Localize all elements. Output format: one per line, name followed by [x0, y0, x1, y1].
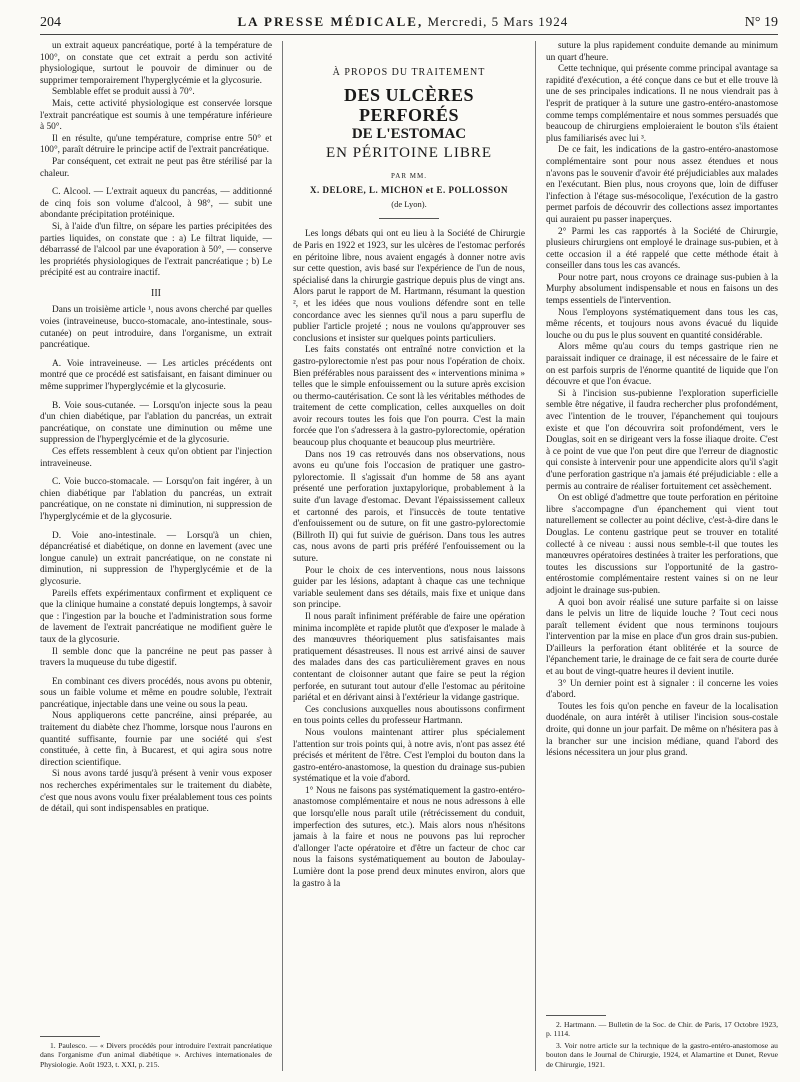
column-divider [535, 41, 536, 1071]
running-header [40, 14, 778, 35]
paragraph: C. Alcool. — L'extrait aqueux du pancréas, — additionné de cinq fois son volume d'alcool, à 98°, — subit une abondante précipitation protéinique. [40, 187, 273, 221]
paragraph: Dans nos 19 cas retrouvés dans nos observations, nous avons eu qu'une fois l'occasion de pratiquer une gastro-pylorectomie. Il s'agissait d'un homme de 58 ans ayant présenté une perforation juxtapylorique, probablement à la suite d'un lavage d'estomac. Devant l'épaississement calleux et cartonné des parois, et l'insuccès de toute tentative d'enfouissement ou de suture, on fit une gastro-pylorectomie (Billroth II) qui fut suivie de guérison. Dans tous les autres cas, nous avons de parti pris préféré l'enfouissement ou la suture. [292, 449, 525, 564]
paragraph: De ce fait, les indications de la gastro-entéro-anastomose complémentaire sont pour nous assez étendues et nous n'avons pas le souvenir d'avoir été préjudiciables aux malades en l'exécutant. Bien plus, nous croyons que, loin de diffuser l'infection à l'étage sus-mésocolique, l'exécution de la gastro permet parfois de découvrir des collections assez importantes qui auraient pu passer inaperçues. [545, 145, 778, 225]
article-title-line2: DE L'ESTOMAC [351, 125, 467, 142]
paragraph: Dans un troisième article ¹, nous avons cherché par quelles voies (intraveineuse, bucco-stomacale, ano-intestinale, sous-cutanée) on peut introduire, dans l'organisme, un extrait pancréatique. [40, 305, 273, 351]
footnotes [546, 1015, 778, 1071]
paragraph: Si à l'incision sus-pubienne l'exploration superficielle semble être négative, il faudra rechercher plus profondément, avec l'intention de le trouver, l'épanchement qui toujours existe et que l'on découvrira soit profondément, vers le Douglas, soit en se dirigeant vers la fosse iliaque droite. C'est à ce point de vue que l'on peut dire que l'erreur de diagnostic qui consiste à intervenir pour une appendicite alors qu'il s'agit d'une perforation gastrique n'a jamais été préjudiciable : elle a permis au contraire de réaliser fortuitement cet assèchement. [545, 388, 778, 492]
paragraph: Pour notre part, nous croyons ce drainage sus-pubien à la Murphy absolument indispensable et nous en faisons un des temps essentiels de l'intervention. [545, 272, 778, 307]
paragraph: A quoi bon avoir réalisé une suture parfaite si on laisse dans le pelvis un litre de liquide louche ? Tout ceci nous paraît tellement évident que nous terminons toujours l'intervention par la mise en place d'un gros drain sus-pubien. D'ailleurs la perforation étant oblitérée et la source de l'épanchement tarie, le drainage de ce fait sera de courte durée et au bout de vingt-quatre heures il devient inutile. [545, 597, 778, 678]
article-kicker: À PROPOS DU TRAITEMENT [332, 67, 486, 78]
footnote: 1. Paulesco. — « Divers procédés pour introduire l'extrait pancréatique dans l'organisme d'un animal diabétique ». Archives internationales de Physiologie. Août 1923, t. XXI, p. 215. [40, 1040, 273, 1069]
paragraph: Mais, cette activité physiologique est conservée lorsque l'extrait pancréatique est soumis à une température inférieure à 50°. [40, 98, 273, 133]
column-left [40, 41, 272, 1071]
column-right [546, 41, 778, 1071]
columns [40, 41, 778, 1071]
article-title-line3: EN PÉRITOINE LIBRE [325, 144, 493, 161]
paragraph: Semblable effet se produit aussi à 70°. [52, 87, 195, 98]
issue-date: Mercredi, 5 Mars 1924 [427, 14, 569, 29]
journal-title [237, 14, 568, 30]
section-number: III [151, 287, 161, 299]
paragraph: 1° Nous ne faisons pas systématiquement la gastro-entéro-anastomose complémentaire et nous ne nous adressons à elle que lorsqu'elle nous paraît utile (rétrécissement du conduit, imperfection des sutures, etc.). Mais alors nous n'hésitons jamais à la faire et nous ne pouvons pas lui reprocher d'allonger l'acte opératoire et d'être un facteur de choc car nous la faisons systématiquement au bouton de Jaboulay-Lumière dont la pose prend deux minutes environ, alors que la gastro à la [292, 785, 525, 889]
journal-name: LA PRESSE MÉDICALE, [237, 14, 424, 29]
paragraph: C. Voie bucco-stomacale. — Lorsqu'on fait ingérer, à un chien diabétique par l'ablation du pancréas, un extrait pancréatique, on ne constate ni diminution, ni suppression de l'hyperglycémie et de la glycosurie. [40, 477, 273, 522]
article-heading [293, 67, 525, 219]
paragraph: Pareils effets expérimentaux confirment et expliquent ce que la clinique humaine a constaté depuis longtemps, à savoir que : l'ingestion par la bouche et l'administration sous forme de lavement de l'extrait pancréatique ne modifient guère le taux de la glycosurie. [40, 588, 273, 645]
footnote-rule [40, 1036, 100, 1037]
article-title: DES ULCÈRES PERFORÉS [343, 84, 475, 125]
paragraph: Alors même qu'au cours du temps gastrique rien ne paraissait indiquer ce drainage, il est nécessaire de le faire et on est parfois surpris de l'énorme quantité de liquide que l'on découvre et que l'on évacue. [545, 342, 778, 388]
footnotes [40, 1036, 272, 1071]
paragraph: Par conséquent, cet extrait ne peut pas être stérilisé par la chaleur. [40, 156, 273, 179]
authors: X. DELORE, L. MICHON et E. POLLOSSON [309, 185, 508, 196]
paragraph: 2° Parmi les cas rapportés à la Société de Chirurgie, plusieurs chirurgiens ont employé le drainage sus-pubien, et à cette occasion il a été rappelé que cette méthode était à conseiller dans tous les cas avancés. [545, 226, 778, 272]
column-middle [293, 41, 525, 1071]
footnote: 3. Voir notre article sur la technique de la gastro-entéro-anastomose au bouton dans le Journal de Chirurgie, 1924, et Alamartine et Dunet, Revue de Chirurgie, 1921. [545, 1040, 778, 1069]
issue-number: N° 19 [744, 15, 778, 30]
paragraph: En combinant ces divers procédés, nous avons pu obtenir, sous un faible volume et même en poudre soluble, l'extrait pancréatique, injectable dans une veine ou sous la peau. [40, 676, 273, 710]
paragraph: Si, à l'aide d'un filtre, on sépare les parties précipitées des parties liquides, on constate que : a) Le filtrat liquide, — débarrassé de l'alcool par une évaporation à 50°, — conserve les propriétés physiologiques de l'extrait pancréatique ; b) Le précipité est au contraire inactif. [40, 221, 273, 279]
paragraph: Ces effets ressemblent à ceux qu'on obtient par l'injection intraveineuse. [40, 447, 273, 469]
paragraph: On est obligé d'admettre que toute perforation en péritoine libre s'accompagne d'un épanchement qui vient tout naturellement se collecter au point déclive, c'est-à-dire dans le Douglas. Le contenu gastrique peut se trouver en totalité collecté à ce niveau : aussi nous semble-t-il que toutes les manœuvres opératoires destinées à traiter les perforations, que toutes les discussions sur l'opportunité de la gastro-entérostomie complémentaire restent vaines si on ne leur adjoint le drainage sus-pubien. [545, 493, 778, 596]
footnote: 2. Hartmann. — Bulletin de la Soc. de Chir. de Paris, 17 Octobre 1923, p. 1114. [545, 1019, 778, 1039]
heading-rule [379, 218, 439, 219]
paragraph: Il nous paraît infiniment préférable de faire une opération minima incomplète et rapide plutôt que d'exposer le malade à des manœuvres théoriquement plus satisfaisantes mais pratiquement désastreuses. Il nous est arrivé ainsi de sauver des malades dans des cas particulièrement graves en nous contentant de cloisonner autant que faire se peut la région perforée, en suturant tout autour d'elle l'estomac au péritoine pariétal et en dérivant ainsi à l'extérieur la vidange gastrique. [292, 611, 525, 704]
paragraph: Ces conclusions auxquelles nous aboutissons confirment en tous points celles du professeur Hartmann. [292, 704, 525, 727]
paragraph: Il semble donc que la pancréine ne peut pas passer à travers la muqueuse du tube digestif. [40, 646, 273, 669]
paragraph: Nous appliquerons cette pancréine, ainsi préparée, au traitement du diabète chez l'homme, lorsque nous l'aurons en quantité suffisante, fournie par une société qui s'est constituée, à cette fin, à Bucarest, et qui agira sous notre direction scientifique. [40, 711, 273, 768]
paragraph: A. Voie intraveineuse. — Les articles précédents ont montré que ce procédé est satisfaisant, en faisant diminuer ou même supprimer l'hyperglycémie et la glycosurie. [40, 358, 273, 393]
paragraph: Nous voulons maintenant attirer plus spécialement l'attention sur trois points qui, à notre avis, n'ont pas assez été précisés et méritent de l'être. C'est l'emploi du bouton dans la gastro-entéro-anastomose, la question du drainage sus-pubien systématique et la voie d'abord. [292, 727, 525, 785]
byline-prefix: PAR MM. [391, 171, 427, 180]
paragraph: Cette technique, qui présente comme principal avantage sa rapidité d'exécution, a été conçue dans ce but et elle trouve là une de ses principales indications. Il ne nous viendrait pas à l'esprit de pratiquer à la suture une gastro-entéro-anastomose comme temps complémentaire et nous sommes persuadés que beaucoup de chirurgiens emploieraient le bouton s'ils étaient plus familiarisés avec lui ³. [545, 64, 778, 144]
page-number: 204 [40, 15, 61, 30]
paragraph: Les faits constatés ont entraîné notre conviction et la gastro-pylorectomie n'est pas pour nous l'opération de choix. Bien préférables nous paraissent des « interventions minima » telles que le simple enfouissement ou la suture après excision ou thermo-cautérisation. Ce sont là les véritables méthodes de traitement de cette complication, celles auxquelles on doit avoir recours toutes les fois que l'on pourra. C'est la main forcée que l'on s'adressera à la gastro-pylorectomie, opération beaucoup plus choquante et beaucoup plus meurtrière. [292, 345, 525, 449]
column-divider [282, 41, 283, 1071]
paragraph: B. Voie sous-cutanée. — Lorsqu'on injecte sous la peau d'un chien diabétique, par l'ablation du pancréas, un extrait pancréatique, on constate une diminution ou même une suppression de l'hyperglycémie et de la glycosurie. [40, 400, 273, 446]
footnote-rule [546, 1015, 606, 1016]
paragraph: 3° Un dernier point est à signaler : il concerne les voies d'abord. [545, 678, 778, 701]
paragraph: suture la plus rapidement conduite demande au minimum un quart d'heure. [545, 41, 778, 63]
paragraph: Pour le choix de ces interventions, nous nous laissons guider par les lésions, adaptant à chaque cas une technique variable seulement dans ses détails, mais fixe et unique dans son principe. [292, 565, 525, 611]
paragraph: D. Voie ano-intestinale. — Lorsqu'à un chien, dépancréatisé et diabétique, on donne en lavement (avec une longue canule) un extrait pancréatique, on ne constate ni diminution, ni suppression de l'hyperglycémie et de la glycosurie. [40, 530, 273, 587]
paragraph: Les longs débats qui ont eu lieu à la Société de Chirurgie de Paris en 1922 et 1923, sur les ulcères de l'estomac perforés en péritoine libre, nous avaient engagés à donner notre avis sur cette question, avis basé sur l'expérience de l'un de nous, spécialisé dans la chirurgie gastrique depuis plus de vingt ans. Alors parut le rapport de M. Hartmann, résumant la question ², et les idées que nous voulions défendre sont en telle concordance avec les siennes qu'il nous a paru superflu de publier l'article projeté ; nous ne voulons qu'approuver ses conclusions et insister sur quelques points particuliers. [292, 229, 525, 344]
paragraph: un extrait aqueux pancréatique, porté à la température de 100°, on constate que cet extrait a perdu son activité physiologique, surtout le pouvoir de diminuer ou de supprimer temporairement l'hyperglycémie et la glycosurie. [40, 41, 273, 86]
author-location: (de Lyon). [391, 198, 427, 209]
paragraph: Toutes les fois qu'on penche en faveur de la localisation duodénale, on aura intérêt à utiliser l'incision sous-costale droite, qui donne un jour parfait. De même on n'hésitera pas à la brancher sur une incision médiane, quand l'abord des lésions nécessitera un jour plus grand. [545, 701, 778, 759]
paragraph: Il en résulte, qu'une température, comprise entre 50° et 100°, paraît détruire le principe actif de l'extrait pancréatique. [40, 133, 273, 156]
paragraph: Si nous avons tardé jusqu'à présent à venir vous exposer nos recherches expérimentales sur le traitement du diabète, c'est que nous avons voulu fixer préalablement tous ces points de détail, qui sont indispensables en pratique. [40, 769, 273, 815]
paragraph: Nous l'employons systématiquement dans tous les cas, même récents, et toujours nous avons évacué du liquide louche ou du pus le plus souvent en quantité considérable. [545, 307, 778, 341]
